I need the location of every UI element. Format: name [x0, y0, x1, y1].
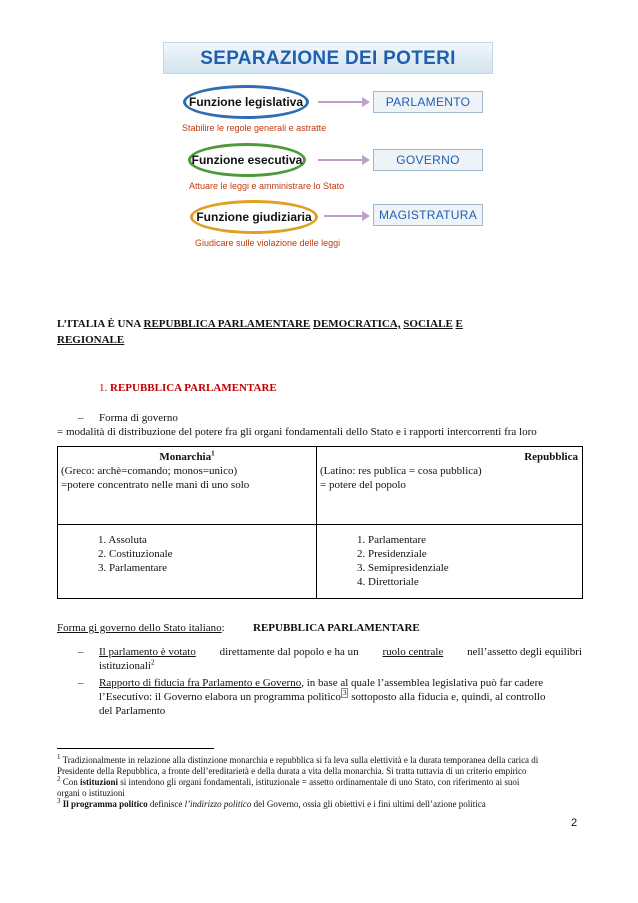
forma-colon: : [221, 622, 225, 634]
bullet-1-part-1: Il parlamento è votato [99, 646, 196, 658]
section-1-title-text: REPUBBLICA PARLAMENTARE [110, 382, 277, 394]
bullet-2-line-2a: l’Esecutivo: il Governo elabora un programma politico [99, 691, 341, 703]
footnote-2-text: si intendono gli organi fondamentali, istituzionale = assetto ordinamentale di uno Stato, con riferimento ai suoi [120, 777, 520, 787]
footnote-2-line-1 [57, 777, 519, 788]
bullet-1-part-3: ruolo centrale [382, 646, 444, 658]
function-executive-label: Funzione esecutiva [191, 153, 303, 167]
bullet-2-line-2b: sottoposto alla fiducia e, quindi, al controllo [351, 691, 546, 703]
function-legislative-oval [183, 85, 309, 119]
footnote-ref: 3 [342, 689, 347, 698]
monarchia-line-2: =potere concentrato nelle mani di uno solo [61, 479, 250, 491]
arrow-icon [318, 101, 368, 103]
table-divider [316, 447, 317, 598]
footnote-3 [57, 799, 486, 810]
footnote-ref: 1 [211, 449, 215, 458]
heading-repubblica: REPUBBLICA PARLAMENTARE [143, 318, 311, 330]
footnote-number: 3 [57, 797, 61, 805]
arrow-icon [324, 215, 368, 217]
organ-governo-box [373, 149, 483, 171]
monarchia-item: 3. Parlamentare [98, 562, 168, 574]
function-executive-oval [188, 143, 306, 177]
repubblica-item: 2. Presidenziale [357, 548, 427, 560]
forma-bullet-2-line-2 [99, 690, 545, 704]
figure-title: SEPARAZIONE DEI POTERI [200, 48, 456, 69]
footnote-3-end: del Governo, ossia gli obiettivi e i fini ultimi dell’azione politica [253, 799, 486, 809]
heading-sociale: SOCIALE [403, 318, 453, 330]
organ-parlamento-label: PARLAMENTO [385, 95, 471, 109]
forma-bullet-1-line-1 [99, 645, 582, 659]
main-heading [57, 317, 463, 331]
bullet-2-part-2: , in base al quale l’assemblea legislativa può far cadere [301, 677, 544, 689]
repubblica-header: Repubblica [524, 451, 578, 463]
function-judicial-description: Giudicare sulle violazione delle leggi [195, 238, 341, 248]
organ-magistratura-box [373, 204, 483, 226]
monarchia-item: 2. Costituzionale [98, 548, 173, 560]
table-divider [58, 524, 582, 525]
footnote-1-line-2: Presidente della Repubblica, a fronte dell’ereditarietà e della durata a vita della monarchia. Si tratta tuttavia di un criterio empirico [57, 766, 527, 776]
bullet-dash: – [78, 412, 84, 424]
footnote-1-line-1 [57, 755, 538, 766]
repubblica-line-1: (Latino: res publica = cosa pubblica) [320, 465, 482, 477]
footnote-3-bold: Il programma politico [62, 799, 148, 809]
section-1-definition: = modalità di distribuzione del potere fra gli organi fondamentali dello Stato e i rapporti intercorrenti fra loro [57, 426, 537, 438]
function-legislative-label: Funzione legislativa [188, 95, 304, 109]
function-judicial-label: Funzione giudiziaria [196, 210, 312, 224]
bullet-2-part-1: Rapporto di fiducia fra Parlamento e Governo [99, 677, 302, 689]
heading-regionale: REGIONALE [57, 334, 125, 346]
forma-bullet-2-line-1 [99, 676, 543, 690]
arrow-icon [318, 159, 368, 161]
figure-title-banner [163, 42, 493, 74]
bullet-1-part-2: direttamente dal popolo e ha un [219, 646, 359, 658]
footnote-2-line-2: organi o istituzioni [57, 788, 125, 798]
forma-bullet-2-line-3: del Parlamento [99, 705, 166, 717]
footnote-3-mid: definisce [149, 799, 183, 809]
page-number: 2 [571, 817, 578, 829]
organ-governo-label: GOVERNO [396, 153, 460, 167]
organ-magistratura-label: MAGISTRATURA [378, 208, 478, 222]
footnote-1-text: Tradizionalmente in relazione alla distinzione monarchia e repubblica si fa leva sulla elettività e la durata temporanea della carica di [62, 755, 539, 765]
forma-bullet-1-line-2 [99, 659, 154, 673]
forms-of-state-table [57, 446, 583, 599]
monarchia-item: 1. Assoluta [98, 534, 147, 546]
organ-parlamento-box [373, 91, 483, 113]
bullet-1-part-4: nell’assetto degli equilibri [467, 646, 582, 658]
monarchia-header-text: Monarchia [159, 451, 212, 463]
repubblica-item: 1. Parlamentare [357, 534, 427, 546]
function-executive-description: Attuare le leggi e amministrare lo Stato [189, 181, 345, 191]
function-legislative-description: Stabilire le regole generali e astratte [182, 123, 327, 133]
footnote-2-bold: istituzioni [80, 777, 119, 787]
forma-value: REPUBBLICA PARLAMENTARE [253, 622, 420, 634]
forma-line [57, 621, 225, 635]
heading-democratica: DEMOCRATICA, [313, 318, 401, 330]
repubblica-item: 4. Direttoriale [357, 576, 419, 588]
footnote-number: 2 [57, 775, 61, 783]
bullet-1-line-2: istituzionali [99, 660, 151, 672]
footnote-number: 1 [57, 753, 61, 761]
section-1-number: 1. [99, 382, 108, 394]
function-judicial-oval [190, 200, 318, 234]
section-1-bullet: Forma di governo [99, 412, 178, 424]
repubblica-line-2: = potere del popolo [320, 479, 406, 491]
footnote-2-label: Con [62, 777, 78, 787]
footnote-ref: 2 [150, 658, 155, 667]
heading-e: E [455, 318, 463, 330]
forma-label: Forma gi governo dello Stato italiano [57, 622, 222, 634]
bullet-dash: – [78, 677, 84, 689]
monarchia-header [58, 450, 316, 464]
section-1-title [99, 381, 277, 395]
bullet-dash: – [78, 646, 84, 658]
monarchia-line-1: (Greco: archè=comando; monos=unico) [61, 465, 238, 477]
repubblica-item: 3. Semipresidenziale [357, 562, 449, 574]
footnote-3-italic: l’indirizzo politico [184, 799, 252, 809]
heading-prefix: L’ITALIA È UNA [57, 318, 141, 330]
footnote-separator [57, 748, 214, 749]
